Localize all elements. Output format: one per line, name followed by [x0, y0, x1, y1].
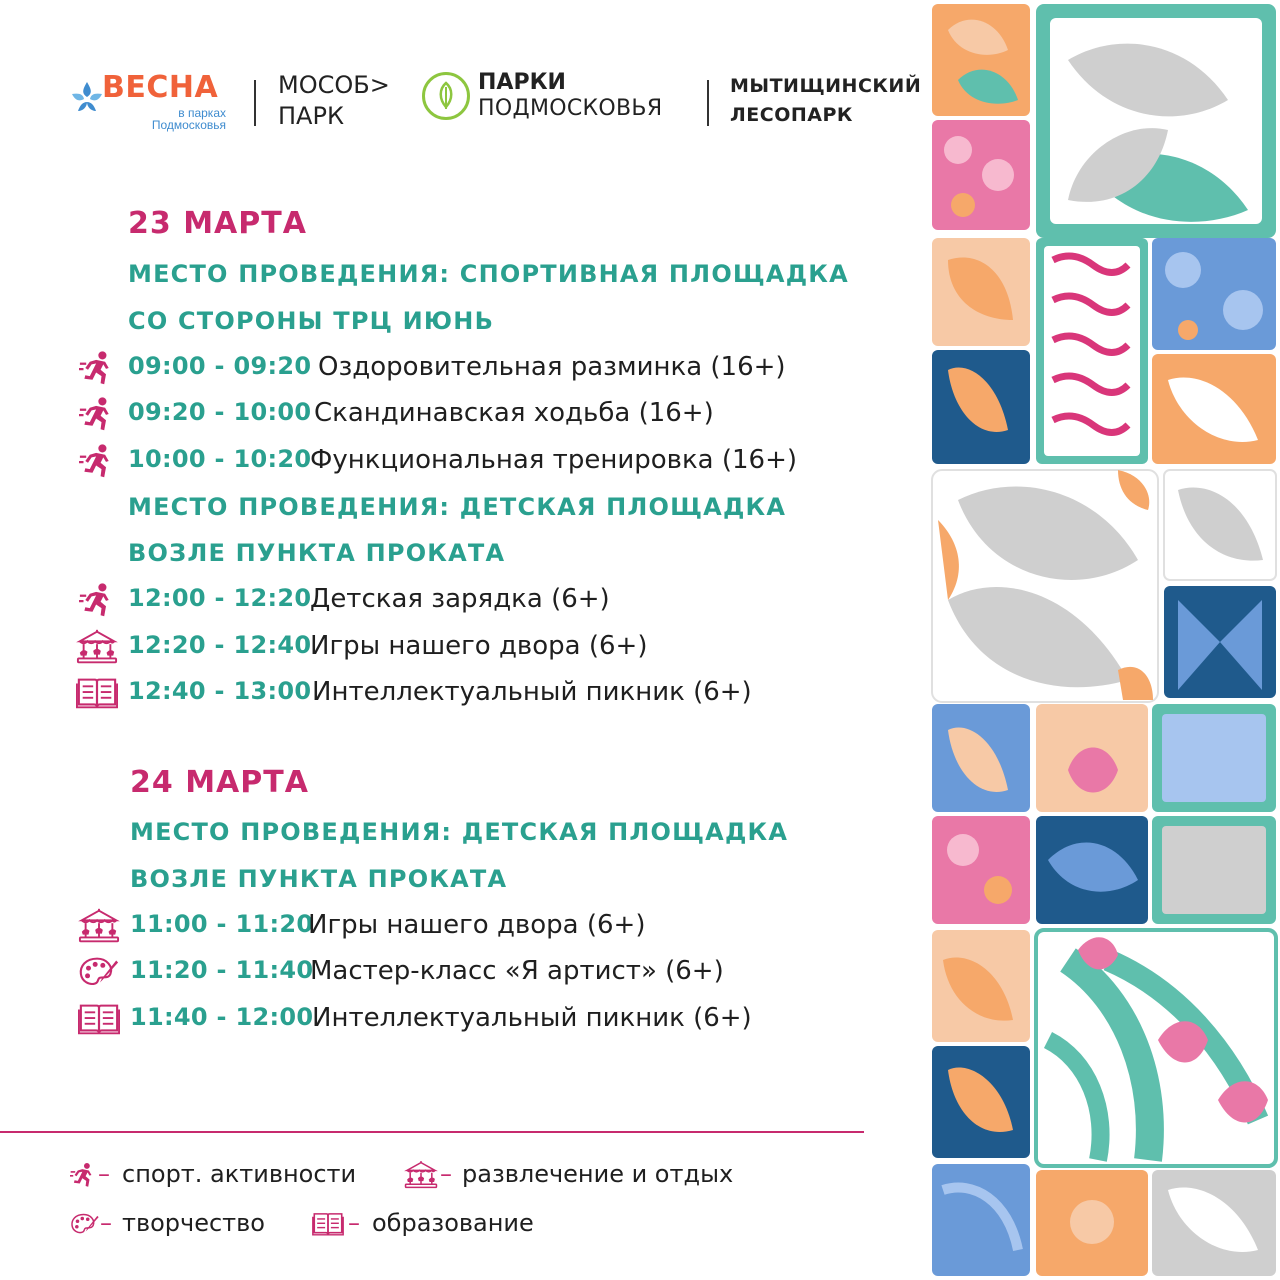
header-divider: [707, 80, 709, 126]
event-title: Мастер-класс «Я артист» (6+): [310, 956, 724, 986]
day1-venue2-line2: ВОЗЛЕ ПУНКТА ПРОКАТА: [128, 539, 506, 567]
mosob-line1: МОСОБ>: [278, 71, 390, 99]
mytishchi-line2: ЛЕСОПАРК: [730, 104, 853, 126]
mosobpark-logo: [278, 70, 390, 132]
day1-venue1-line1: МЕСТО ПРОВЕДЕНИЯ: СПОРТИВНАЯ ПЛОЩАДКА: [128, 260, 849, 288]
event-title: Игры нашего двора (6+): [308, 910, 646, 940]
parki-line2: ПОДМОСКОВЬЯ: [478, 96, 663, 121]
day2-venue-line2: ВОЗЛЕ ПУНКТА ПРОКАТА: [130, 865, 508, 893]
parki-podmoskovya-logo: [422, 70, 692, 126]
carousel-icon: [78, 908, 120, 944]
palette-icon: [70, 1211, 100, 1237]
vesna-title: ВЕСНА: [102, 70, 219, 105]
event-time: 11:00 - 11:20: [130, 910, 314, 938]
event-title: Интеллектуальный пикник (6+): [312, 677, 752, 707]
legend-dash: –: [100, 1209, 112, 1237]
event-time: 09:00 - 09:20: [128, 352, 312, 380]
open-book-icon: [312, 1211, 344, 1237]
legend-dash: –: [440, 1160, 452, 1188]
day1-date: 23 МАРТА: [128, 206, 307, 241]
mosob-line2: ПАРК: [278, 102, 344, 130]
palette-icon: [78, 954, 120, 990]
event-time: 12:20 - 12:40: [128, 631, 312, 659]
event-title: Скандинавская ходьба (16+): [314, 398, 714, 428]
leaf-circle-icon: [422, 72, 470, 120]
running-person-icon: [76, 350, 118, 386]
header-divider: [254, 80, 256, 126]
event-title: Детская зарядка (6+): [310, 584, 610, 614]
running-person-icon: [76, 396, 118, 432]
water-drops-icon: [70, 80, 104, 114]
running-person-icon: [70, 1162, 96, 1188]
legend-divider: [0, 1131, 864, 1133]
event-time: 11:20 - 11:40: [130, 956, 314, 984]
parki-line1: ПАРКИ: [478, 70, 566, 95]
legend-label: спорт. активности: [122, 1160, 357, 1188]
vesna-logo: [70, 70, 235, 134]
carousel-icon: [76, 629, 118, 665]
vesna-subtitle-line1: в парках: [178, 106, 226, 120]
mytishchi-line1: МЫТИЩИНСКИЙ: [730, 75, 922, 97]
day1-venue2-line1: МЕСТО ПРОВЕДЕНИЯ: ДЕТСКАЯ ПЛОЩАДКА: [128, 493, 787, 521]
event-time: 09:20 - 10:00: [128, 398, 312, 426]
day2-venue-line1: МЕСТО ПРОВЕДЕНИЯ: ДЕТСКАЯ ПЛОЩАДКА: [130, 818, 789, 846]
running-person-icon: [76, 582, 118, 618]
event-time: 12:00 - 12:20: [128, 584, 312, 612]
running-person-icon: [76, 443, 118, 479]
day1-venue1-line2: СО СТОРОНЫ ТРЦ ИЮНЬ: [128, 307, 495, 335]
open-book-icon: [78, 1001, 120, 1037]
event-time: 11:40 - 12:00: [130, 1003, 314, 1031]
mytishchi-forest-park-logo: [730, 72, 921, 130]
legend-label: творчество: [122, 1209, 265, 1237]
legend-dash: –: [348, 1209, 360, 1237]
legend-label: образование: [372, 1209, 534, 1237]
legend-dash: –: [98, 1160, 110, 1188]
event-time: 10:00 - 10:20: [128, 445, 312, 473]
event-time: 12:40 - 13:00: [128, 677, 312, 705]
legend-label: развлечение и отдых: [462, 1160, 734, 1188]
event-title: Оздоровительная разминка (16+): [318, 352, 786, 382]
decorative-floral-pattern: [928, 0, 1280, 1280]
open-book-icon: [76, 675, 118, 711]
vesna-subtitle-line2: Подмосковья: [151, 118, 226, 132]
event-title: Игры нашего двора (6+): [310, 631, 648, 661]
vesna-subtitle: [128, 107, 226, 131]
day2-date: 24 МАРТА: [130, 765, 309, 800]
event-title: Функциональная тренировка (16+): [310, 445, 798, 475]
carousel-icon: [404, 1161, 438, 1189]
event-title: Интеллектуальный пикник (6+): [312, 1003, 752, 1033]
